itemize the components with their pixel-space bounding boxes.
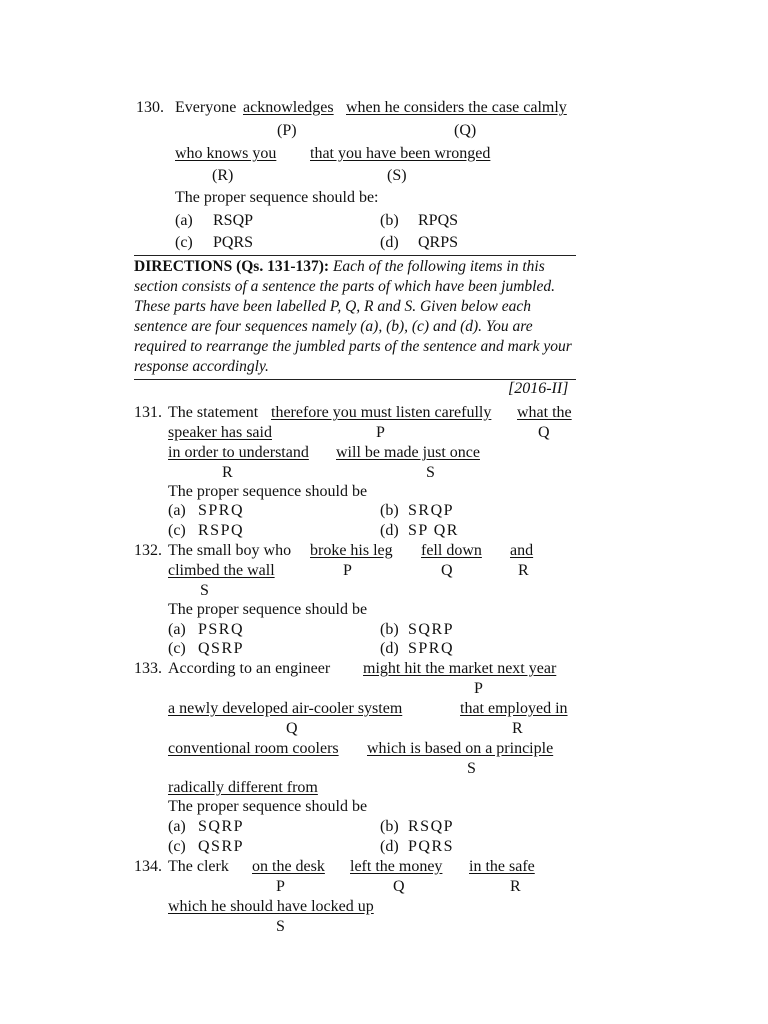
q133-opt-b-value: RSQP: [408, 818, 455, 835]
q130-opt-a: (a): [175, 212, 193, 229]
directions-block: [134, 257, 576, 377]
q130-part-p: acknowledges: [243, 99, 334, 116]
q133-opt-b: (b): [380, 818, 399, 835]
q132-num: 132.: [134, 542, 162, 559]
q132-part-p: broke his leg: [310, 542, 393, 559]
q134-num: 134.: [134, 858, 162, 875]
q134-label-p: P: [276, 878, 285, 895]
q132-opt-d: (d): [380, 640, 399, 657]
q133-label-s: S: [467, 760, 476, 777]
q134-part-s: which he should have locked up: [168, 898, 374, 915]
q131-opt-b: (b): [380, 502, 399, 519]
q132-opt-c: (c): [168, 640, 186, 657]
q130-part-s: that you have been wronged: [310, 145, 491, 162]
q133-opt-c: (c): [168, 838, 186, 855]
q131-opt-c: (c): [168, 522, 186, 539]
q131-part-q-line2: speaker has said: [168, 424, 272, 441]
q132-part-r: and: [510, 542, 534, 559]
q134-part-r: in the safe: [469, 858, 535, 875]
q130-label-r: (R): [212, 167, 234, 184]
q131-label-q: Q: [538, 424, 550, 441]
q133-part-p: might hit the market next year: [363, 660, 557, 677]
q132-prompt: The proper sequence should be: [168, 601, 368, 618]
q133-opt-d: (d): [380, 838, 399, 855]
q134-part-q: left the money: [350, 858, 443, 875]
q133-prompt: The proper sequence should be: [168, 798, 368, 815]
q133-opt-d-value: PQRS: [408, 838, 455, 855]
q132-opt-b-value: SQRP: [408, 621, 455, 638]
q131-part-s: will be made just once: [336, 444, 480, 461]
q131-opt-a: (a): [168, 502, 186, 519]
q130-label-q: (Q): [454, 122, 477, 139]
q132-opt-d-value: SPRQ: [408, 640, 455, 657]
q131-part-q-line1: what the: [517, 404, 572, 421]
directions-top-rule: [134, 255, 576, 256]
directions-heading: DIRECTIONS (Qs. 131-137):: [134, 258, 330, 275]
q134-label-r: R: [510, 878, 521, 895]
q131-opt-a-value: SPRQ: [198, 502, 245, 519]
q134-stem: The clerk: [168, 858, 229, 875]
q130-num: 130.: [136, 99, 164, 116]
q133-num: 133.: [134, 660, 162, 677]
q131-stem: The statement: [168, 404, 259, 421]
q131-label-s: S: [426, 464, 435, 481]
q130-opt-c: (c): [175, 234, 193, 251]
q130-opt-c-value: PQRS: [213, 234, 254, 251]
q132-stem: The small boy who: [168, 542, 292, 559]
q130-opt-b-value: RPQS: [418, 212, 459, 229]
q130-stem: Everyone: [175, 99, 237, 116]
q130-opt-d: (d): [380, 234, 399, 251]
q131-prompt: The proper sequence should be: [168, 483, 368, 500]
q134-label-q: Q: [393, 878, 405, 895]
directions-body: Each of the following items in this section consists of a sentence the parts of which have been jumbled. These parts have been labelled P, Q, R and S. Given below each sentence are four sequences namely (a), (b), (c) and (d). You are required to rearrange the jumbled parts of the sentence and mark your response accordingly.: [134, 258, 572, 375]
q133-stem: According to an engineer: [168, 660, 331, 677]
q132-part-q: fell down: [421, 542, 482, 559]
q132-opt-c-value: QSRP: [198, 640, 245, 657]
q134-part-p: on the desk: [252, 858, 325, 875]
q133-opt-a-value: SQRP: [198, 818, 245, 835]
q133-part-s: which is based on a principle: [367, 740, 554, 757]
q131-opt-d: (d): [380, 522, 399, 539]
q131-opt-c-value: RSPQ: [198, 522, 245, 539]
q130-part-r: who knows you: [175, 145, 277, 162]
q132-label-s: S: [200, 582, 209, 599]
q132-label-q: Q: [441, 562, 453, 579]
q132-label-p: P: [343, 562, 352, 579]
q130-opt-a-value: RSQP: [213, 212, 254, 229]
q133-label-p: P: [474, 680, 483, 697]
q133-part-q: a newly developed air-cooler system: [168, 700, 403, 717]
q131-opt-d-value: SP QR: [408, 522, 459, 539]
q131-part-p: therefore you must listen carefully: [271, 404, 492, 421]
q133-label-q: Q: [286, 720, 298, 737]
q132-opt-a-value: PSRQ: [198, 621, 245, 638]
q131-opt-b-value: SRQP: [408, 502, 455, 519]
q130-label-s: (S): [387, 167, 407, 184]
q131-label-r: R: [222, 464, 233, 481]
q130-opt-d-value: QRPS: [418, 234, 459, 251]
q132-part-s: climbed the wall: [168, 562, 275, 579]
q132-opt-b: (b): [380, 621, 399, 638]
q130-label-p: (P): [277, 122, 297, 139]
q133-opt-c-value: QSRP: [198, 838, 245, 855]
q133-part-s-line2: radically different from: [168, 779, 318, 796]
q131-label-p: P: [376, 424, 385, 441]
q133-part-r: that employed in: [460, 700, 568, 717]
q130-prompt: The proper sequence should be:: [175, 189, 379, 206]
q131-part-r: in order to understand: [168, 444, 309, 461]
q133-label-r: R: [512, 720, 523, 737]
q133-part-r-line2: conventional room coolers: [168, 740, 339, 757]
q133-opt-a: (a): [168, 818, 186, 835]
q130-part-q: when he considers the case calmly: [346, 99, 567, 116]
q132-label-r: R: [518, 562, 529, 579]
q132-opt-a: (a): [168, 621, 186, 638]
q134-label-s: S: [276, 918, 285, 935]
q131-num: 131.: [134, 404, 162, 421]
directions-year: [2016-II]: [508, 380, 569, 397]
q130-opt-b: (b): [380, 212, 399, 229]
